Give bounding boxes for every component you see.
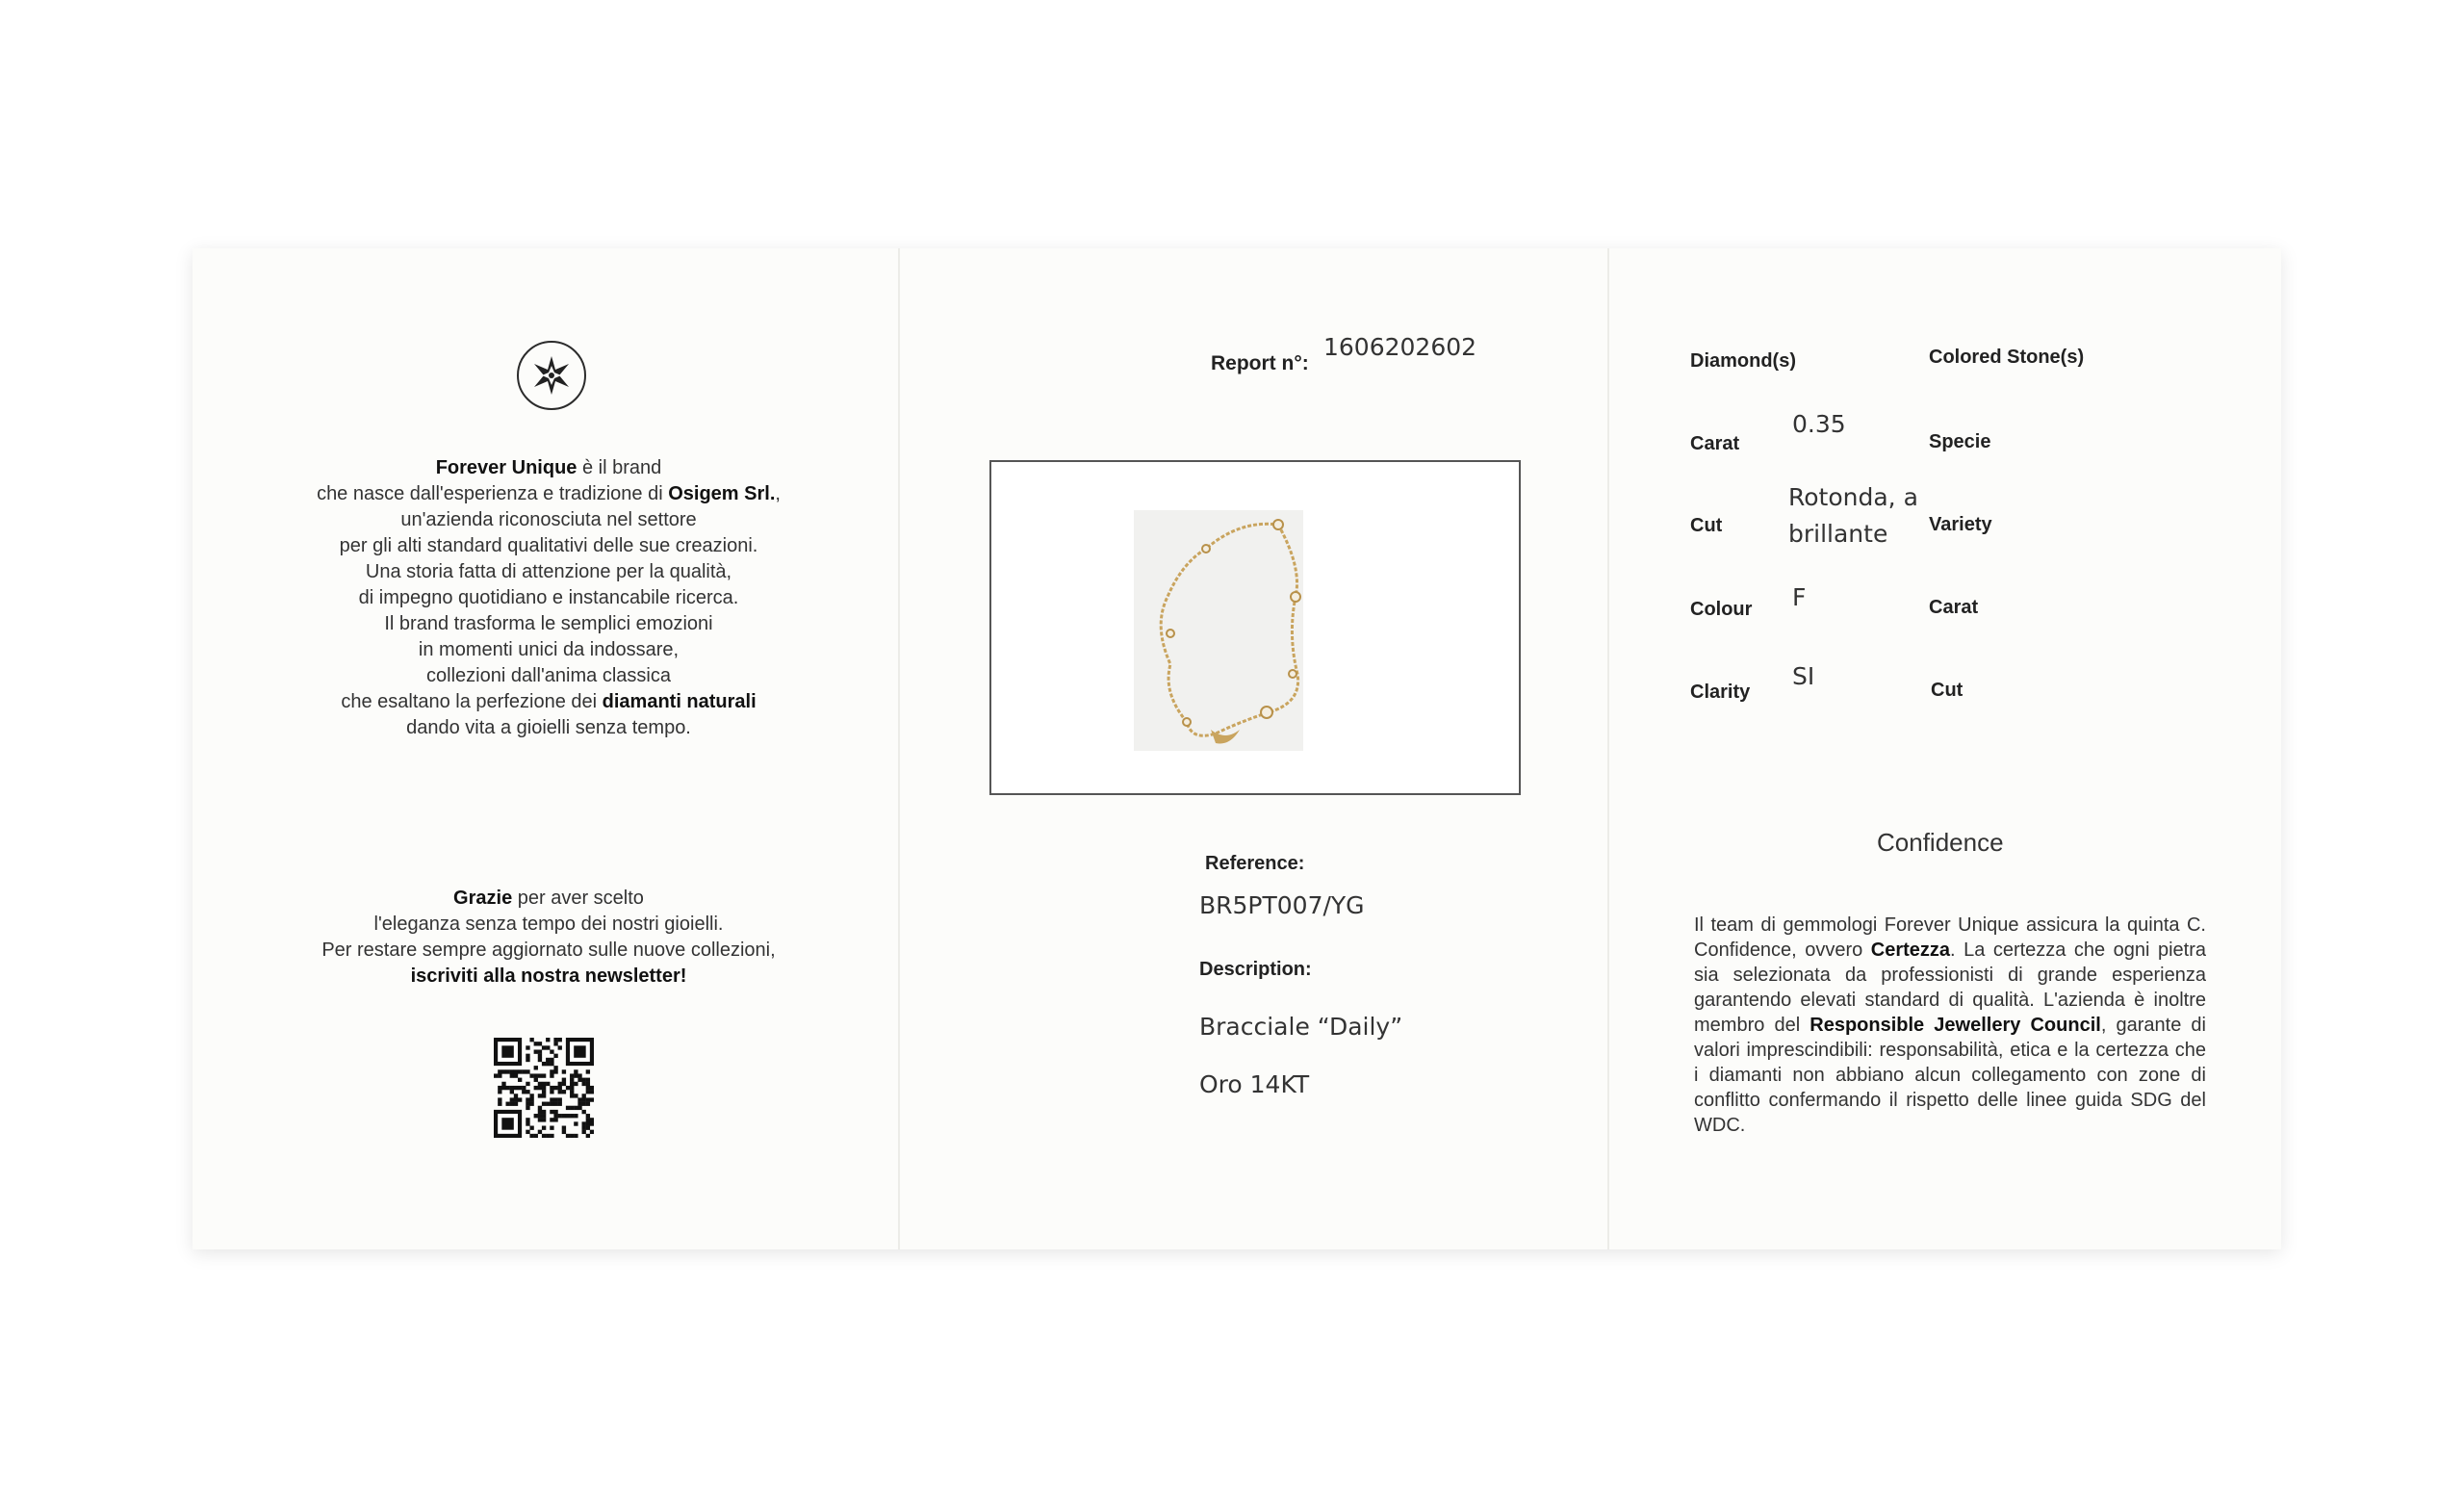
bold-text: Osigem Srl. <box>668 483 776 504</box>
description-material: Oro 14KT <box>1199 1070 1310 1098</box>
brand-intro <box>289 455 808 741</box>
text-line <box>289 689 808 715</box>
text-line <box>289 912 808 938</box>
diamond-colour-label: Colour <box>1690 599 1753 620</box>
fold-line <box>1607 248 1609 1249</box>
plain-text: in momenti unici da indossare, <box>418 639 680 660</box>
bold-text: Responsible Jewellery Council <box>1810 1015 2101 1036</box>
text-line <box>289 455 808 481</box>
reference-label: Reference: <box>1205 853 1305 874</box>
report-number-value: 1606202602 <box>1323 333 1477 361</box>
diamond-clarity-label: Clarity <box>1690 682 1751 703</box>
stone-specie-label: Specie <box>1929 431 1991 452</box>
plain-text: Il team di gemmologi Forever Unique assicura la quinta C. Confidence, ovvero <box>1694 914 2206 961</box>
diamond-carat-value: 0.35 <box>1792 410 1846 438</box>
plain-text: è il brand <box>577 457 662 478</box>
plain-text: . La certezza che ogni pietra sia selezionata da professionisti di grande esperienza garantendo elevati standard di qualità. L'azienda è inoltre membro del <box>1694 940 2206 1036</box>
diamond-clarity-value: SI <box>1792 662 1815 690</box>
confidence-text <box>1694 913 2206 1138</box>
stone-variety-label: Variety <box>1929 514 1992 535</box>
plain-text: Il brand trasforma le semplici emozioni <box>384 613 713 634</box>
bracelet-photo <box>1134 510 1303 751</box>
confidence-title: Confidence <box>1877 828 2004 857</box>
thanks-message <box>289 886 808 990</box>
diamonds-heading: Diamond(s) <box>1690 350 1796 372</box>
description-label: Description: <box>1199 959 1312 980</box>
plain-text: collezioni dall'anima classica <box>426 665 671 686</box>
plain-text: che nasce dall'esperienza e tradizione di <box>317 483 669 504</box>
plain-text: per aver scelto <box>512 888 644 909</box>
report-number-label: Report n°: <box>1211 352 1309 374</box>
bold-text: iscriviti alla nostra newsletter! <box>410 965 687 987</box>
product-photo-frame <box>989 460 1521 795</box>
text-line <box>289 964 808 990</box>
bold-text: Grazie <box>453 888 513 909</box>
plain-text: dando vita a gioielli senza tempo. <box>406 717 691 738</box>
reference-value: BR5PT007/YG <box>1199 891 1365 919</box>
colored-stones-heading: Colored Stone(s) <box>1929 347 2085 368</box>
text-line <box>289 637 808 663</box>
bold-text: diamanti naturali <box>602 691 757 712</box>
text-line <box>289 715 808 741</box>
plain-text: Per restare sempre aggiornato sulle nuove collezioni, <box>321 940 776 961</box>
plain-text: , garante di valori imprescindibili: responsabilità, etica e la certezza che i diamanti non abbiano alcun collegamento con zone di conflitto confermando il rispetto delle linee guida SDG del WDC. <box>1694 1015 2206 1136</box>
text-line <box>289 559 808 585</box>
star-logo-icon <box>517 341 586 410</box>
fold-line <box>898 248 900 1249</box>
text-line <box>289 507 808 533</box>
text-line <box>289 585 808 611</box>
qr-code-icon[interactable] <box>494 1038 594 1138</box>
text-line <box>289 938 808 964</box>
text-line <box>289 663 808 689</box>
bold-text: Forever Unique <box>435 457 578 478</box>
plain-text: , <box>775 483 781 504</box>
diamond-carat-label: Carat <box>1690 433 1740 454</box>
stone-carat-label: Carat <box>1929 597 1979 618</box>
plain-text: che esaltano la perfezione dei <box>341 691 603 712</box>
text-line <box>289 481 808 507</box>
plain-text: di impegno quotidiano e instancabile ricerca. <box>358 587 739 608</box>
text-line <box>289 533 808 559</box>
plain-text: l'eleganza senza tempo dei nostri gioielli. <box>373 914 724 935</box>
stone-cut-label: Cut <box>1931 680 1964 701</box>
text-line <box>289 886 808 912</box>
description-product: Bracciale “Daily” <box>1199 1013 1403 1041</box>
plain-text: Una storia fatta di attenzione per la qualità, <box>365 561 732 582</box>
diamond-cut-label: Cut <box>1690 515 1723 536</box>
diamond-cut-value: Rotonda, a brillante <box>1788 483 1918 548</box>
text-line <box>289 611 808 637</box>
plain-text: un'azienda riconosciuta nel settore <box>400 509 697 530</box>
plain-text: per gli alti standard qualitativi delle sue creazioni. <box>339 535 758 556</box>
bold-text: Certezza <box>1870 940 1951 961</box>
certificate-card <box>192 248 2281 1249</box>
diamond-colour-value: F <box>1792 583 1807 611</box>
